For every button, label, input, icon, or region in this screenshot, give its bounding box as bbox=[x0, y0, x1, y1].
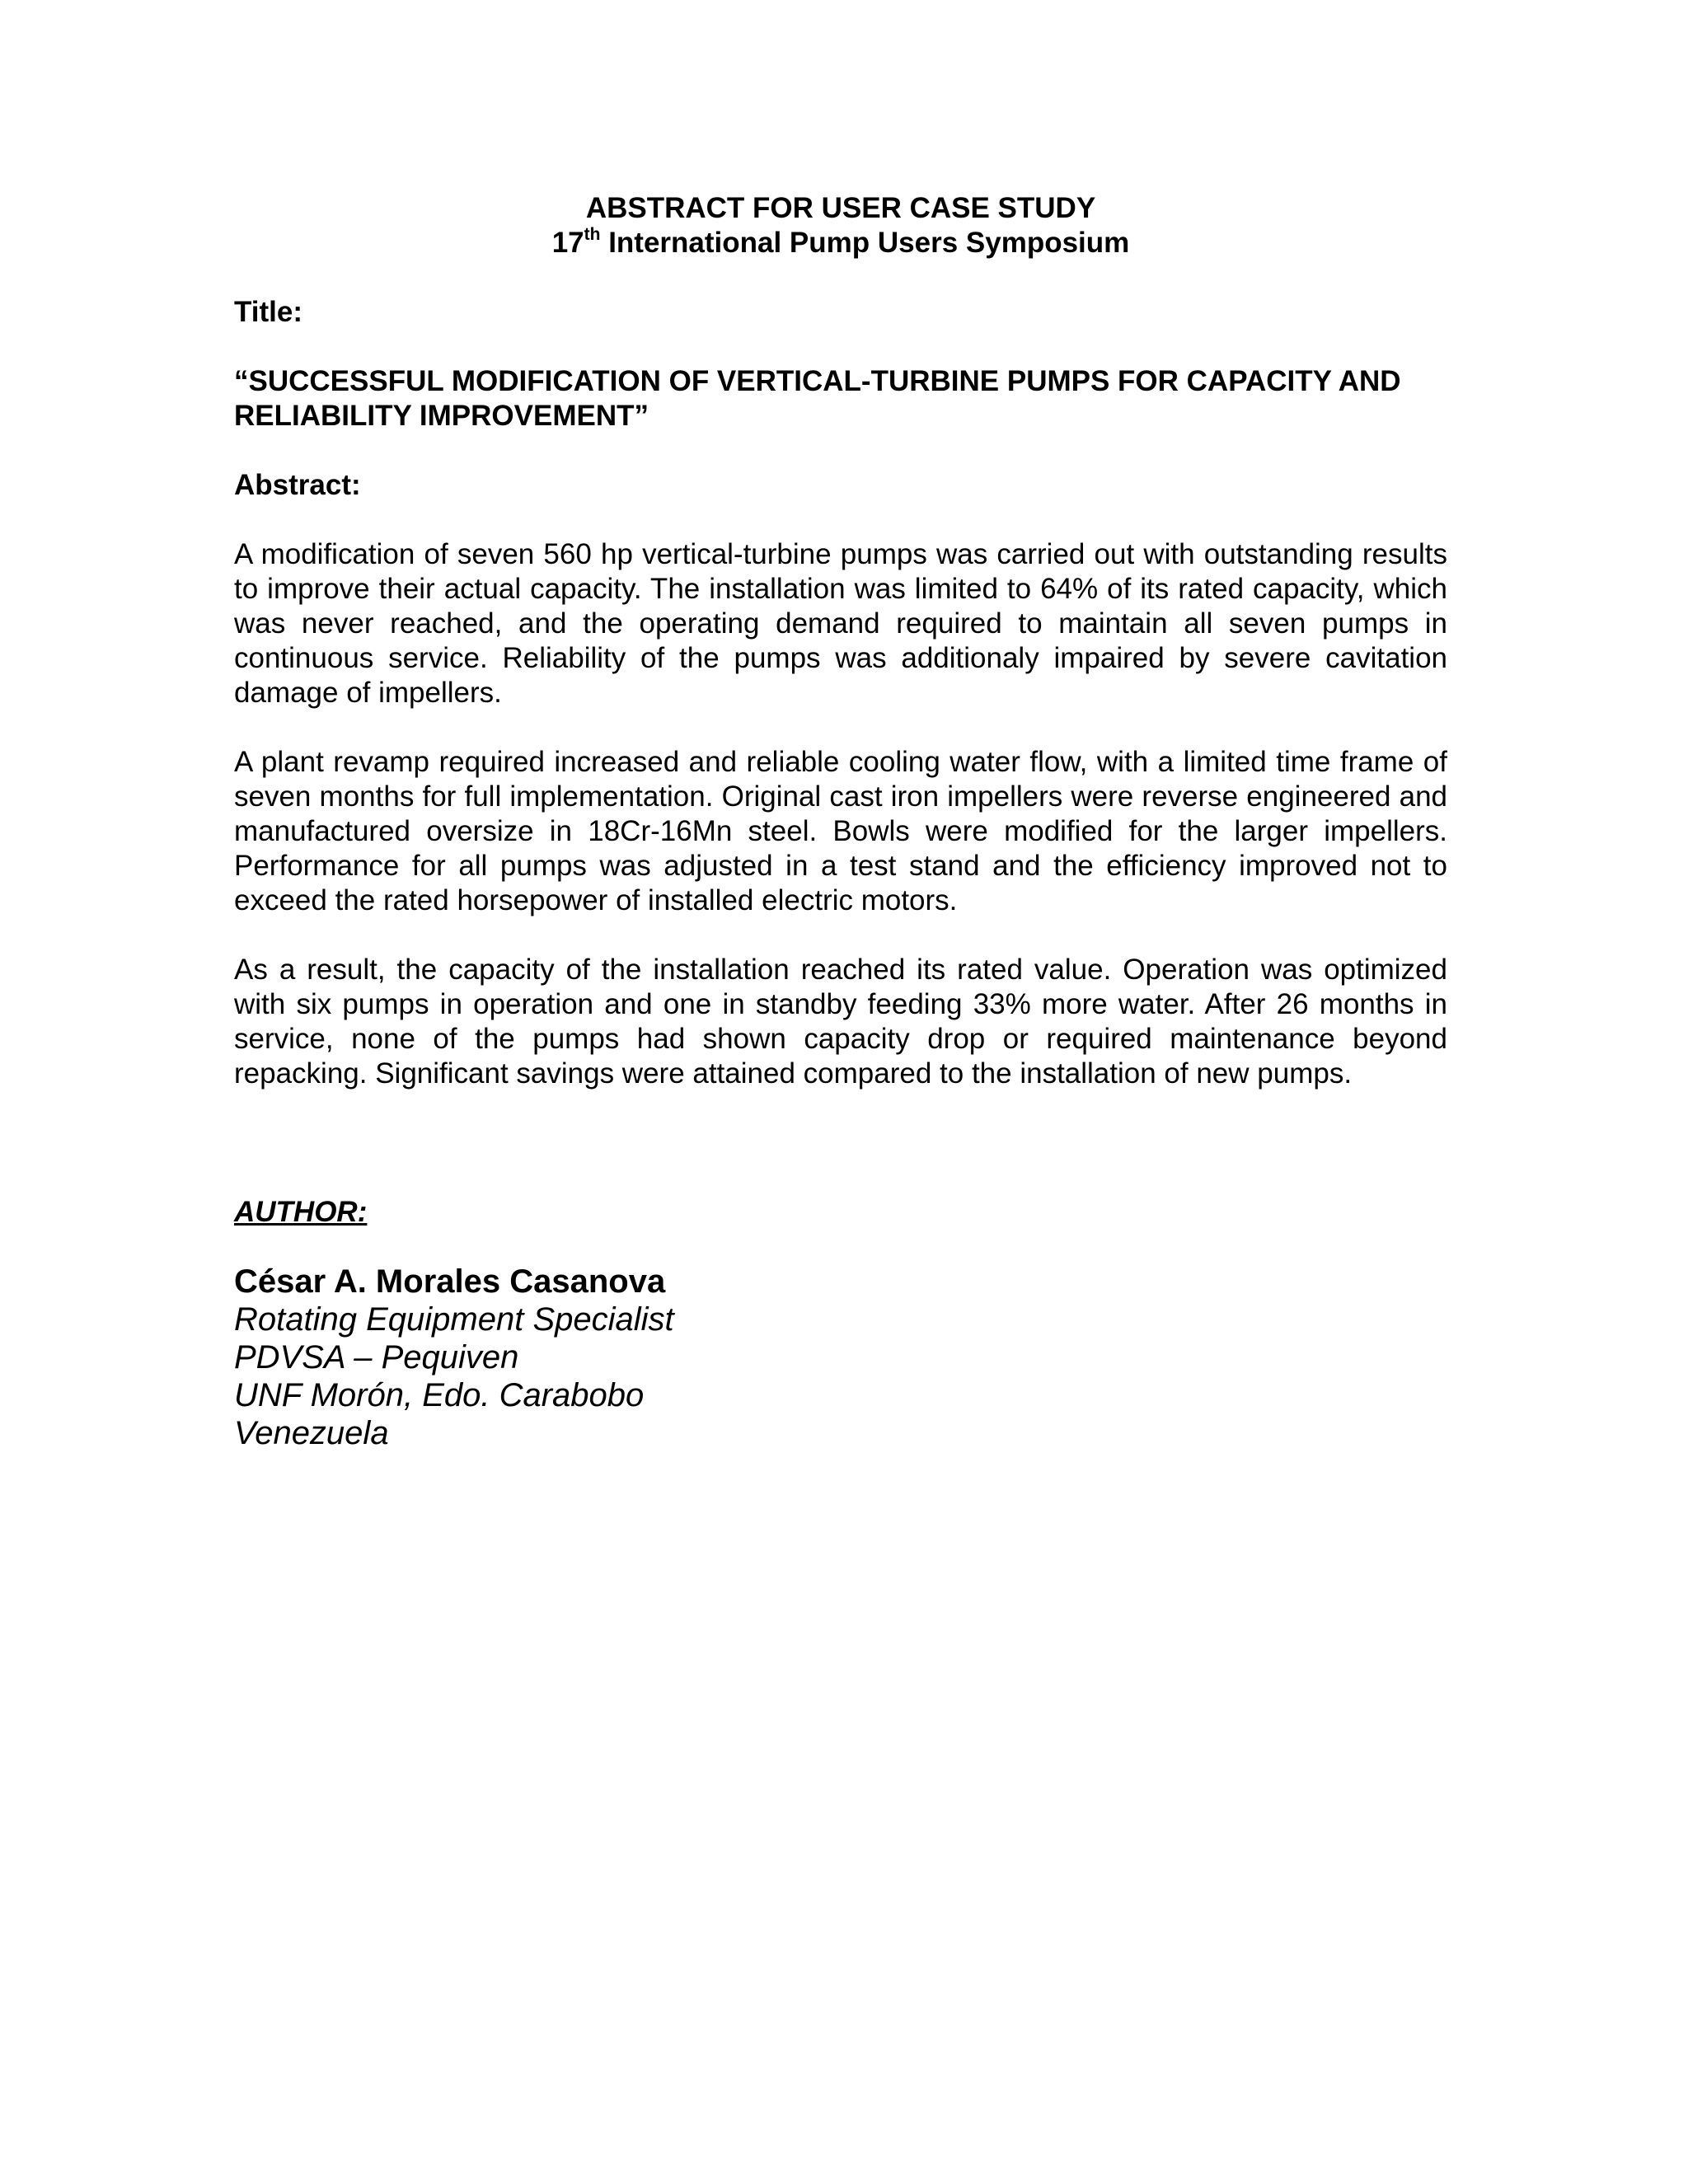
header-line-1: ABSTRACT FOR USER CASE STUDY bbox=[585, 192, 1096, 224]
header-number: 17 bbox=[551, 227, 584, 259]
document-header bbox=[234, 191, 1447, 260]
author-company: PDVSA – Pequiven bbox=[234, 1339, 519, 1376]
header-symposium-name: International Pump Users Symposium bbox=[600, 227, 1130, 259]
paper-title: “SUCCESSFUL MODIFICATION OF VERTICAL-TURBINE PUMPS FOR CAPACITY AND RELIABILITY IMPROVEMENT” bbox=[234, 365, 1401, 432]
abstract-paragraph-2: A plant revamp required increased and reliable cooling water flow, with a limited time frame of seven months for full implementation. Original cast iron impellers were reverse engineered and manufactured oversize in 18Cr-16Mn steel. Bowls were modified for the larger impellers. Performance for all pumps was adjusted in a test stand and the efficiency improved not to exceed the rated horsepower of installed electric motors. bbox=[234, 746, 1447, 916]
header-ordinal-suffix: th bbox=[584, 225, 601, 245]
author-label: AUTHOR: bbox=[234, 1196, 368, 1228]
document-body bbox=[234, 191, 1447, 1452]
author-country: Venezuela bbox=[234, 1415, 389, 1451]
author-position: Rotating Equipment Specialist bbox=[234, 1301, 674, 1338]
header-line-2 bbox=[234, 226, 1447, 260]
abstract-paragraph-3: As a result, the capacity of the installation reached its rated value. Operation was optimized with six pumps in operation and one in standby feeding 33% more water. After 26 months in service, none of the pumps had shown capacity drop or required maintenance beyond repacking. Significant savings were attained compared to the installation of new pumps. bbox=[234, 954, 1447, 1090]
author-location: UNF Morón, Edo. Carabobo bbox=[234, 1377, 645, 1413]
author-name: César A. Morales Casanova bbox=[234, 1263, 666, 1300]
abstract-label: Abstract: bbox=[234, 469, 361, 501]
abstract-paragraph-1: A modification of seven 560 hp vertical-turbine pumps was carried out with outstanding results to improve their actual capacity. The installation was limited to 64% of its rated capacity, which was never reached, and the operating demand required to maintain all seven pumps in continuous service. Reliability of the pumps was additionaly impaired by severe cavitation damage of impellers. bbox=[234, 538, 1447, 709]
title-label: Title: bbox=[234, 296, 302, 328]
